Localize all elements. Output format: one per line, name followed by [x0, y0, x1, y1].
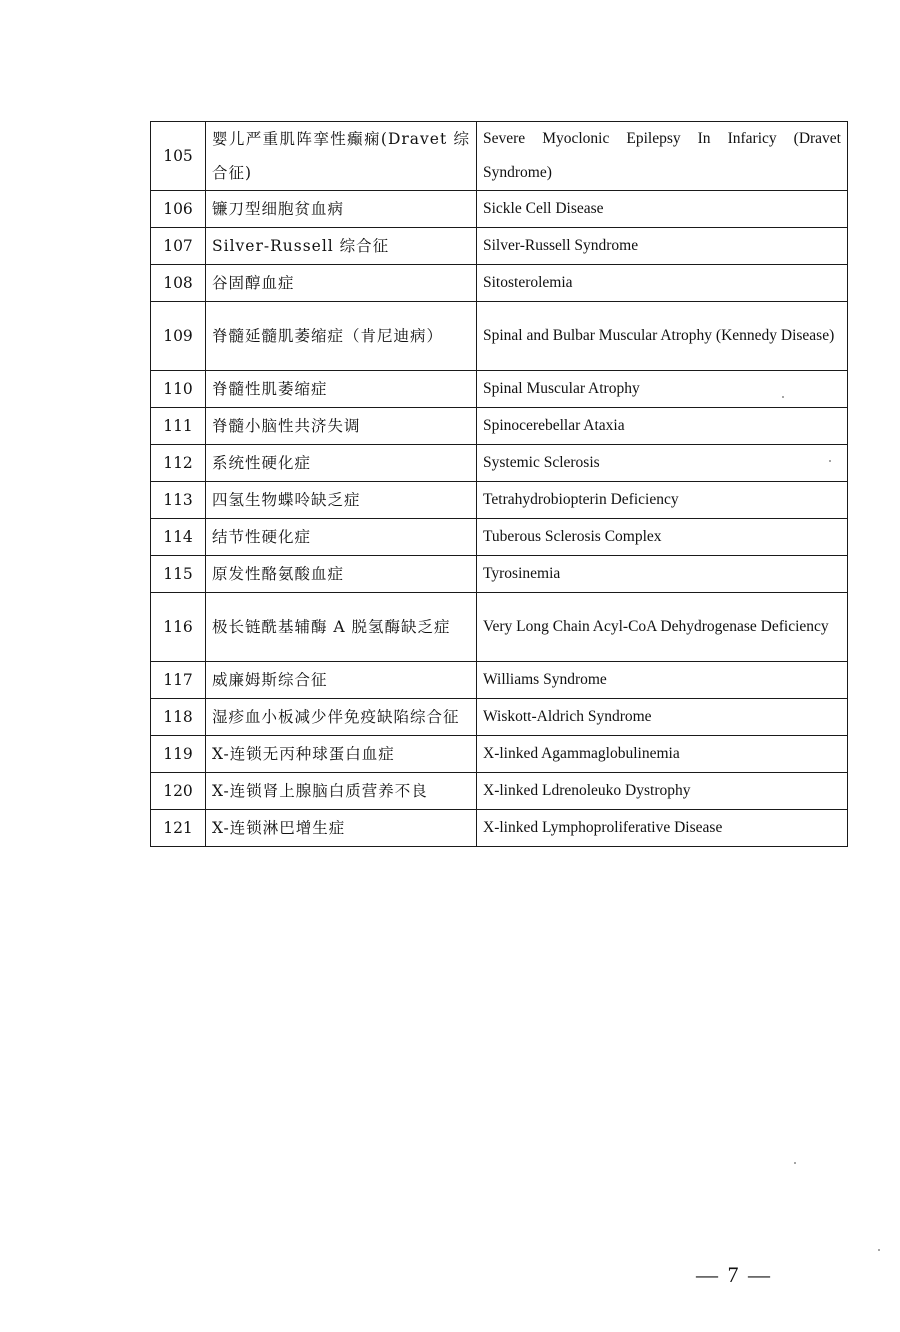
- english-name: Spinocerebellar Ataxia: [477, 408, 848, 445]
- english-name: Spinal and Bulbar Muscular Atrophy (Kennedy Disease): [477, 302, 848, 371]
- english-name: X-linked Lymphoproliferative Disease: [477, 810, 848, 847]
- table-row: [151, 556, 848, 593]
- english-name: Sitosterolemia: [477, 265, 848, 302]
- table-row: [151, 699, 848, 736]
- table-row: [151, 773, 848, 810]
- table-row: [151, 265, 848, 302]
- page-number: — 7 —: [696, 1262, 772, 1287]
- row-number: 118: [151, 699, 206, 736]
- rare-disease-table: [150, 121, 848, 847]
- english-name: Systemic Sclerosis: [477, 445, 848, 482]
- english-name: Silver-Russell Syndrome: [477, 228, 848, 265]
- row-number: 116: [151, 593, 206, 662]
- row-number: 117: [151, 662, 206, 699]
- row-number: 114: [151, 519, 206, 556]
- table-row: [151, 445, 848, 482]
- row-number: 120: [151, 773, 206, 810]
- scan-speck: [878, 1249, 880, 1251]
- table-row: [151, 122, 848, 191]
- english-name: Williams Syndrome: [477, 662, 848, 699]
- english-name: Sickle Cell Disease: [477, 191, 848, 228]
- row-number: 115: [151, 556, 206, 593]
- row-number: 110: [151, 371, 206, 408]
- english-name: Severe Myoclonic Epilepsy In Infaricy (Dravet Syndrome): [477, 122, 848, 191]
- table-row: [151, 736, 848, 773]
- chinese-name: 脊髓性肌萎缩症: [206, 371, 477, 408]
- scan-speck: [829, 460, 831, 462]
- chinese-name: X-连锁无丙种球蛋白血症: [206, 736, 477, 773]
- chinese-name: 脊髓小脑性共济失调: [206, 408, 477, 445]
- scan-speck: [782, 396, 784, 398]
- row-number: 121: [151, 810, 206, 847]
- table-row: [151, 302, 848, 371]
- row-number: 113: [151, 482, 206, 519]
- chinese-name: 极长链酰基辅酶 A 脱氢酶缺乏症: [206, 593, 477, 662]
- chinese-name: 谷固醇血症: [206, 265, 477, 302]
- table-row: [151, 519, 848, 556]
- chinese-name: 威廉姆斯综合征: [206, 662, 477, 699]
- chinese-name: 脊髓延髓肌萎缩症（肯尼迪病）: [206, 302, 477, 371]
- table-row: [151, 593, 848, 662]
- chinese-name: 原发性酪氨酸血症: [206, 556, 477, 593]
- table-row: [151, 191, 848, 228]
- chinese-name: X-连锁淋巴增生症: [206, 810, 477, 847]
- chinese-name: 系统性硬化症: [206, 445, 477, 482]
- table-row: [151, 662, 848, 699]
- english-name: Tuberous Sclerosis Complex: [477, 519, 848, 556]
- chinese-name: 湿疹血小板减少伴免疫缺陷综合征: [206, 699, 477, 736]
- row-number: 108: [151, 265, 206, 302]
- row-number: 105: [151, 122, 206, 191]
- chinese-name: X-连锁肾上腺脑白质营养不良: [206, 773, 477, 810]
- row-number: 111: [151, 408, 206, 445]
- table-row: [151, 371, 848, 408]
- chinese-name: 结节性硬化症: [206, 519, 477, 556]
- chinese-name: Silver-Russell 综合征: [206, 228, 477, 265]
- row-number: 109: [151, 302, 206, 371]
- table-row: [151, 228, 848, 265]
- english-name: X-linked Agammaglobulinemia: [477, 736, 848, 773]
- english-name: Spinal Muscular Atrophy: [477, 371, 848, 408]
- row-number: 107: [151, 228, 206, 265]
- english-name: Tyrosinemia: [477, 556, 848, 593]
- chinese-name: 四氢生物蝶呤缺乏症: [206, 482, 477, 519]
- chinese-name: 镰刀型细胞贫血病: [206, 191, 477, 228]
- chinese-name: 婴儿严重肌阵挛性癫痫(Dravet 综合征): [206, 122, 477, 191]
- row-number: 106: [151, 191, 206, 228]
- english-name: Tetrahydrobiopterin Deficiency: [477, 482, 848, 519]
- table-row: [151, 810, 848, 847]
- table-row: [151, 408, 848, 445]
- table-row: [151, 482, 848, 519]
- english-name: X-linked Ldrenoleuko Dystrophy: [477, 773, 848, 810]
- english-name: Wiskott-Aldrich Syndrome: [477, 699, 848, 736]
- english-name: Very Long Chain Acyl-CoA Dehydrogenase Deficiency: [477, 593, 848, 662]
- row-number: 112: [151, 445, 206, 482]
- row-number: 119: [151, 736, 206, 773]
- scan-speck: [794, 1162, 796, 1164]
